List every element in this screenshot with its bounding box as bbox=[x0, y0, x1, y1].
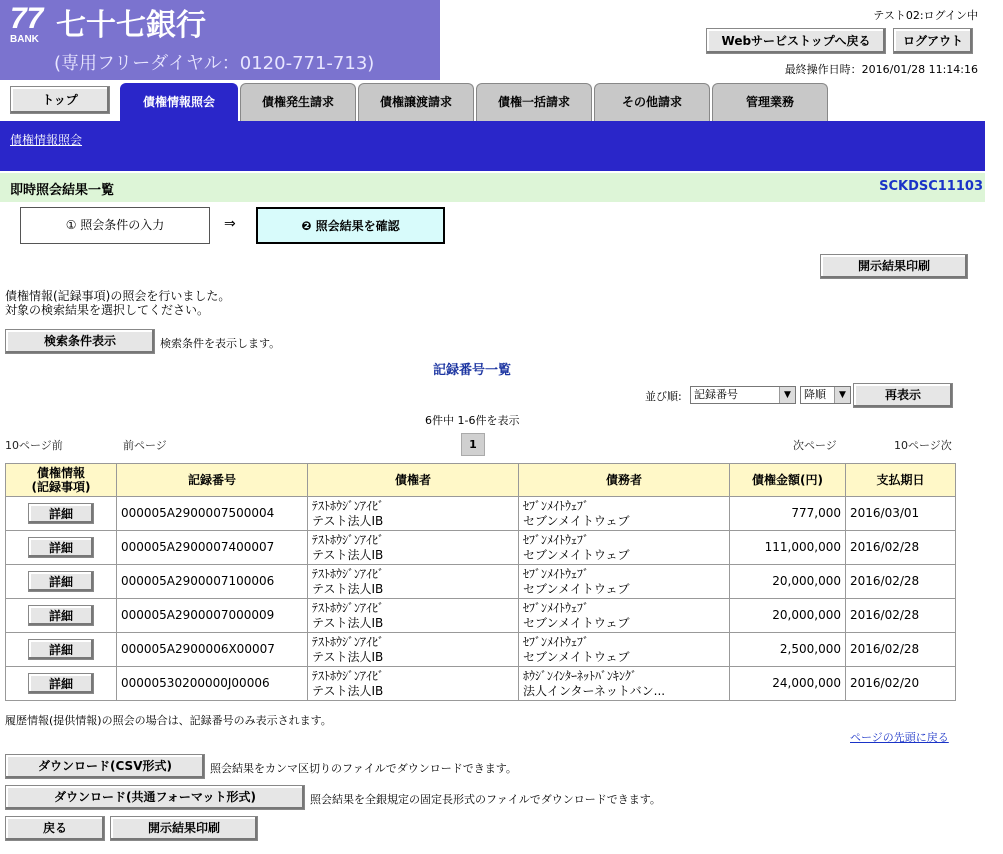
back-button[interactable]: 戻る bbox=[5, 816, 105, 841]
creditor-name: テスト法人IB bbox=[312, 547, 384, 562]
bank-name: 七十七銀行 bbox=[56, 8, 206, 43]
due-date: 2016/03/01 bbox=[846, 497, 956, 531]
creditor-cell bbox=[308, 633, 519, 667]
detail-cell bbox=[6, 497, 117, 531]
detail-cell bbox=[6, 565, 117, 599]
detail-button[interactable]: 詳細 bbox=[28, 639, 94, 660]
due-date: 2016/02/20 bbox=[846, 667, 956, 701]
detail-button[interactable]: 詳細 bbox=[28, 537, 94, 558]
debtor-kana: ｾﾌﾞﾝﾒｲﾄｳｪﾌﾞ bbox=[523, 532, 590, 547]
page-title: 即時照会結果一覧 bbox=[10, 183, 115, 198]
pager-next: 次ページ bbox=[793, 439, 837, 452]
print-results-bottom-button[interactable]: 開示結果印刷 bbox=[110, 816, 258, 841]
creditor-name: テスト法人IB bbox=[312, 513, 384, 528]
step-arrow: ⇒ bbox=[224, 216, 236, 232]
creditor-name: テスト法人IB bbox=[312, 581, 384, 596]
debtor-kana: ｾﾌﾞﾝﾒｲﾄｳｪﾌﾞ bbox=[523, 498, 590, 513]
pager-prev10: 10ページ前 bbox=[5, 439, 63, 452]
list-title: 記録番号一覧 bbox=[433, 363, 512, 378]
tab-claim-inquiry[interactable]: 債権情報照会 bbox=[120, 83, 238, 121]
claim-amount: 20,000,000 bbox=[730, 599, 846, 633]
sort-field-value: 記録番号 bbox=[694, 388, 738, 401]
due-date: 2016/02/28 bbox=[846, 599, 956, 633]
user-status: テスト02:ログイン中 bbox=[873, 9, 978, 22]
debtor-cell bbox=[519, 633, 730, 667]
claim-amount: 111,000,000 bbox=[730, 531, 846, 565]
detail-cell bbox=[6, 633, 117, 667]
record-number: 000005A2900007400007 bbox=[117, 531, 308, 565]
detail-cell bbox=[6, 667, 117, 701]
table-header-row bbox=[6, 464, 956, 497]
tab-bulk-request[interactable]: 債権一括請求 bbox=[476, 83, 592, 121]
creditor-name: テスト法人IB bbox=[312, 683, 384, 698]
table-row bbox=[6, 667, 956, 701]
creditor-cell bbox=[308, 497, 519, 531]
creditor-kana: ﾃｽﾄﾎｳｼﾞﾝｱｲﾋﾞ bbox=[312, 532, 385, 547]
debtor-name: セブンメイトウェブ bbox=[523, 547, 630, 562]
creditor-kana: ﾃｽﾄﾎｳｼﾞﾝｱｲﾋﾞ bbox=[312, 634, 385, 649]
debtor-name: セブンメイトウェブ bbox=[523, 649, 630, 664]
select-instruction: 対象の検索結果を選択してください。 bbox=[5, 303, 210, 317]
download-fixed-format-button[interactable]: ダウンロード(共通フォーマット形式) bbox=[5, 785, 305, 810]
download-csv-note: 照会結果をカンマ区切りのファイルでダウンロードできます。 bbox=[210, 762, 517, 775]
download-fixed-note: 照会結果を全銀規定の固定長形式のファイルでダウンロードできます。 bbox=[310, 793, 661, 806]
sort-order-value: 降順 bbox=[804, 388, 826, 401]
debtor-kana: ｾﾌﾞﾝﾒｲﾄｳｪﾌﾞ bbox=[523, 634, 590, 649]
logout-button[interactable]: ログアウト bbox=[893, 28, 973, 54]
debtor-kana: ﾎｳｼﾞﾝｲﾝﾀｰﾈｯﾄﾊﾞﾝｷﾝｸﾞ bbox=[523, 668, 638, 683]
step-confirm-results: ❷ 照会結果を確認 bbox=[256, 207, 445, 244]
sort-order-select[interactable] bbox=[800, 386, 851, 404]
creditor-kana: ﾃｽﾄﾎｳｼﾞﾝｱｲﾋﾞ bbox=[312, 600, 385, 615]
result-message: 債権情報(記録事項)の照会を行いました。 bbox=[5, 289, 231, 303]
sort-field-select[interactable] bbox=[690, 386, 796, 404]
history-note: 履歴情報(提供情報)の照会の場合は、記録番号のみ表示されます。 bbox=[5, 714, 332, 727]
tab-claim-issue[interactable]: 債権発生請求 bbox=[240, 83, 356, 121]
debtor-kana: ｾﾌﾞﾝﾒｲﾄｳｪﾌﾞ bbox=[523, 600, 590, 615]
title-bar bbox=[0, 173, 985, 202]
creditor-kana: ﾃｽﾄﾎｳｼﾞﾝｱｲﾋﾞ bbox=[312, 566, 385, 581]
debtor-cell bbox=[519, 531, 730, 565]
record-number: 000005A2900006X00007 bbox=[117, 633, 308, 667]
search-conditions-note: 検索条件を表示します。 bbox=[160, 337, 281, 350]
record-list-table bbox=[5, 463, 956, 701]
col-header-creditor: 債権者 bbox=[308, 464, 519, 497]
bank-logo-text: BANK bbox=[10, 34, 39, 45]
bank-logo: 77 bbox=[10, 2, 44, 35]
detail-button[interactable]: 詳細 bbox=[28, 503, 94, 524]
step-input-conditions: ① 照会条件の入力 bbox=[20, 207, 210, 244]
claim-amount: 20,000,000 bbox=[730, 565, 846, 599]
table-row bbox=[6, 633, 956, 667]
table-row bbox=[6, 531, 956, 565]
sort-label: 並び順: bbox=[645, 390, 682, 403]
submenu-bar bbox=[0, 121, 985, 171]
due-date: 2016/02/28 bbox=[846, 633, 956, 667]
detail-cell bbox=[6, 599, 117, 633]
tab-management[interactable]: 管理業務 bbox=[712, 83, 828, 121]
creditor-name: テスト法人IB bbox=[312, 615, 384, 630]
record-number: 000005A2900007100006 bbox=[117, 565, 308, 599]
debtor-name: セブンメイトウェブ bbox=[523, 513, 630, 528]
table-row bbox=[6, 497, 956, 531]
debtor-cell bbox=[519, 667, 730, 701]
creditor-kana: ﾃｽﾄﾎｳｼﾞﾝｱｲﾋﾞ bbox=[312, 668, 385, 683]
debtor-cell bbox=[519, 599, 730, 633]
tab-top[interactable]: トップ bbox=[10, 86, 110, 114]
creditor-kana: ﾃｽﾄﾎｳｼﾞﾝｱｲﾋﾞ bbox=[312, 498, 385, 513]
debtor-name: 法人インターネットバン... bbox=[523, 683, 666, 698]
page-top-link[interactable]: ページの先頭に戻る bbox=[850, 731, 949, 744]
show-search-conditions-button[interactable]: 検索条件表示 bbox=[5, 329, 155, 354]
record-number: 00000530200000J00006 bbox=[117, 667, 308, 701]
due-date: 2016/02/28 bbox=[846, 531, 956, 565]
debtor-name: セブンメイトウェブ bbox=[523, 615, 630, 630]
claim-amount: 24,000,000 bbox=[730, 667, 846, 701]
claim-amount: 777,000 bbox=[730, 497, 846, 531]
debtor-name: セブンメイトウェブ bbox=[523, 581, 630, 596]
col-header-claim-info: 債権情報 (記録事項) bbox=[6, 464, 117, 497]
debtor-kana: ｾﾌﾞﾝﾒｲﾄｳｪﾌﾞ bbox=[523, 566, 590, 581]
pager-current-page: 1 bbox=[461, 433, 485, 456]
bank-phone: (専用フリーダイヤル：0120-771-713) bbox=[54, 53, 375, 74]
detail-button[interactable]: 詳細 bbox=[28, 605, 94, 626]
debtor-cell bbox=[519, 565, 730, 599]
creditor-name: テスト法人IB bbox=[312, 649, 384, 664]
debtor-cell bbox=[519, 497, 730, 531]
pager-next10: 10ページ次 bbox=[894, 439, 952, 452]
col-header-due-date: 支払期日 bbox=[846, 464, 956, 497]
col-header-record-number: 記録番号 bbox=[117, 464, 308, 497]
table-row bbox=[6, 599, 956, 633]
detail-button[interactable]: 詳細 bbox=[28, 571, 94, 592]
col-header-debtor: 債務者 bbox=[519, 464, 730, 497]
claim-amount: 2,500,000 bbox=[730, 633, 846, 667]
creditor-cell bbox=[308, 531, 519, 565]
result-count: 6件中 1-6件を表示 bbox=[425, 414, 520, 427]
breadcrumb-claim-inquiry[interactable]: 債権情報照会 bbox=[10, 133, 83, 147]
creditor-cell bbox=[308, 565, 519, 599]
table-row bbox=[6, 565, 956, 599]
web-service-top-button[interactable]: Webサービストップへ戻る bbox=[706, 28, 886, 54]
detail-cell bbox=[6, 531, 117, 565]
creditor-cell bbox=[308, 599, 519, 633]
print-results-button[interactable]: 開示結果印刷 bbox=[820, 254, 968, 279]
detail-button[interactable]: 詳細 bbox=[28, 673, 94, 694]
chevron-down-icon: ▼ bbox=[834, 387, 850, 403]
chevron-down-icon: ▼ bbox=[779, 387, 795, 403]
last-operation-time: 最終操作日時：2016/01/28 11:14:16 bbox=[784, 63, 978, 76]
screen-id: SCKDSC11103 bbox=[879, 179, 983, 194]
tab-other-request[interactable]: その他請求 bbox=[594, 83, 710, 121]
tab-claim-transfer[interactable]: 債権譲渡請求 bbox=[358, 83, 474, 121]
due-date: 2016/02/28 bbox=[846, 565, 956, 599]
download-csv-button[interactable]: ダウンロード(CSV形式) bbox=[5, 754, 205, 779]
col-header-amount: 債権金額(円) bbox=[730, 464, 846, 497]
redisplay-button[interactable]: 再表示 bbox=[853, 383, 953, 408]
creditor-cell bbox=[308, 667, 519, 701]
pager-prev: 前ページ bbox=[123, 439, 167, 452]
record-number: 000005A2900007000009 bbox=[117, 599, 308, 633]
record-number: 000005A2900007500004 bbox=[117, 497, 308, 531]
